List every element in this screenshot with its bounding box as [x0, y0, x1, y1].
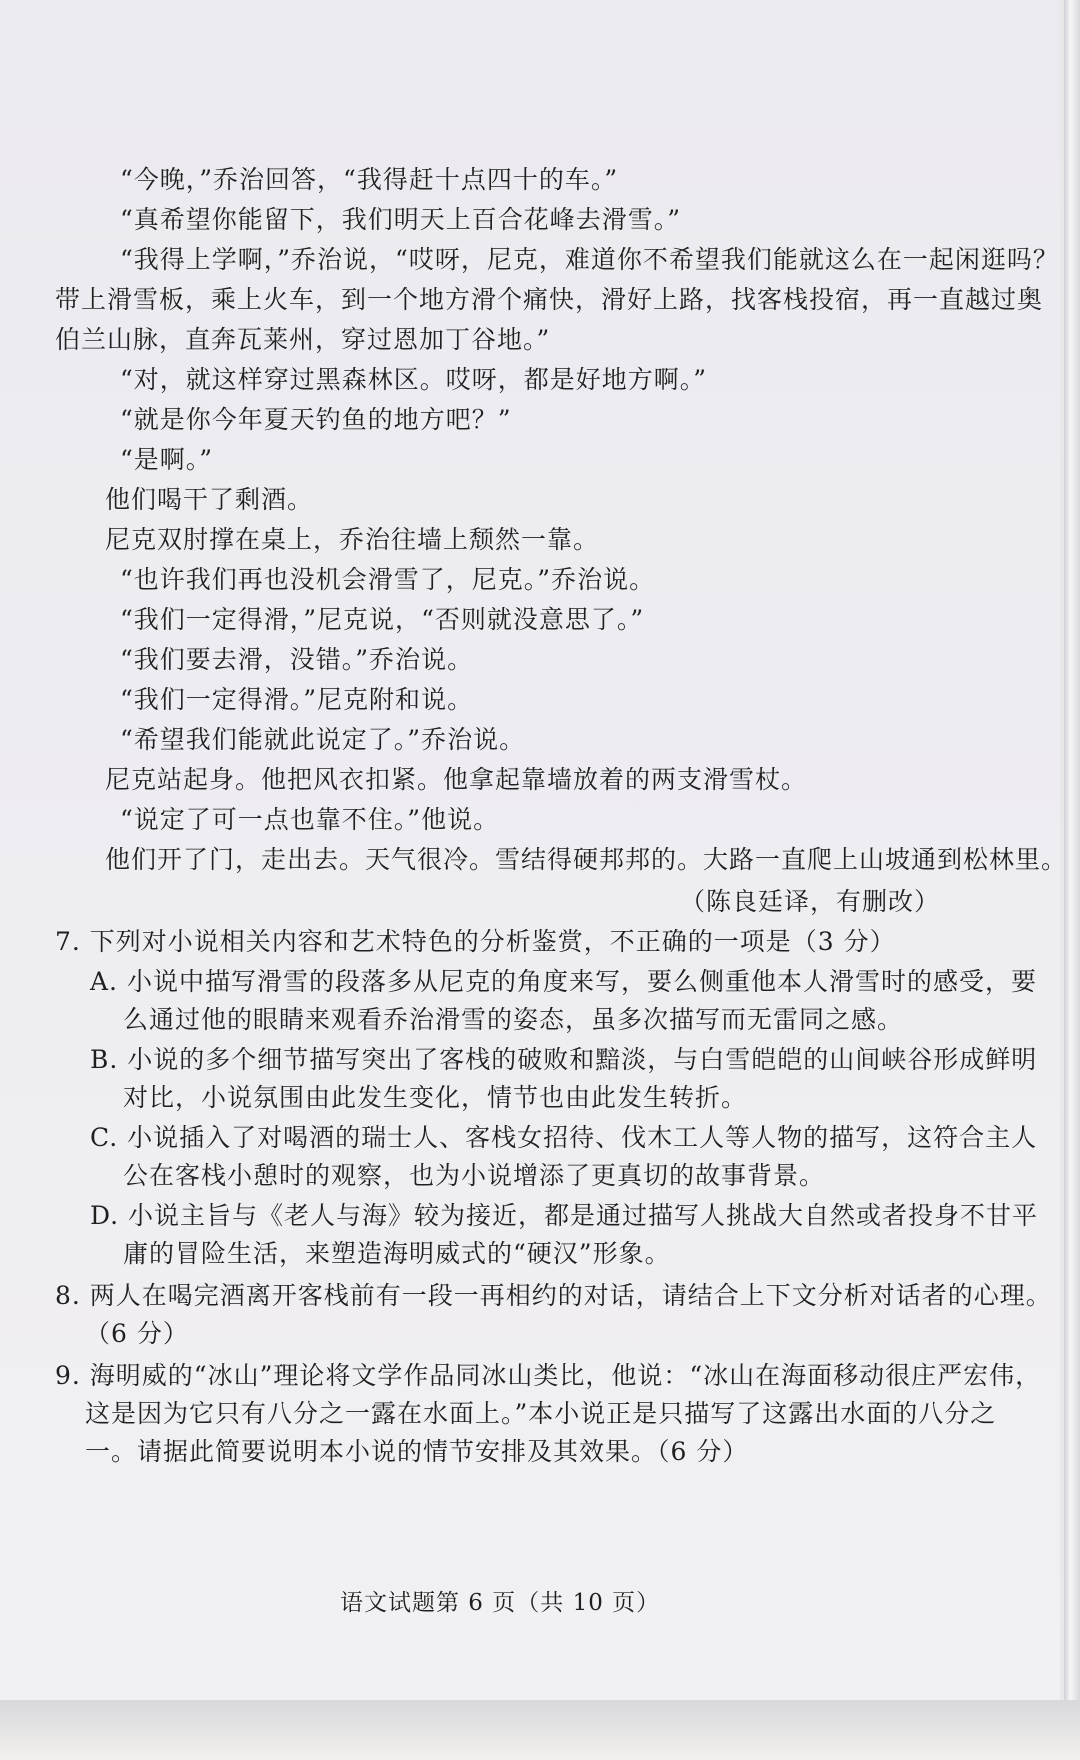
- question-9: 9. 海明威的“冰山”理论将文学作品同冰山类比，他说：“冰山在海面移动很庄严宏伟，: [55, 1361, 1042, 1390]
- story-line: “就是你今年夏天钓鱼的地方吧？”: [120, 405, 512, 434]
- question-9-cont-1: 这是因为它只有八分之一露在水面上。”本小说正是只描写了这露出水面的八分之: [85, 1399, 997, 1428]
- story-line: “我得上学啊，”乔治说，“哎呀，尼克，难道你不希望我们能就这么在一起闲逛吗？: [120, 245, 1059, 274]
- question-7-option-b-cont: 对比，小说氛围由此发生变化，情节也由此发生转折。: [123, 1083, 748, 1112]
- story-line: 他们喝干了剩酒。: [105, 485, 314, 514]
- story-line: 带上滑雪板，乘上火车，到一个地方滑个痛快，滑好上路，找客栈投宿，再一直越过奥: [55, 285, 1044, 314]
- table-surface: [0, 1700, 1080, 1760]
- question-7-option-b: B. 小说的多个细节描写突出了客栈的破败和黯淡，与白雪皑皑的山间峡谷形成鲜明: [90, 1045, 1038, 1074]
- question-7-option-c: C. 小说插入了对喝酒的瑞士人、客栈女招待、伐木工人等人物的描写，这符合主人: [90, 1123, 1038, 1152]
- story-line: “是啊。”: [120, 445, 214, 474]
- translation-source: （陈良廷译，有删改）: [680, 887, 941, 916]
- question-8-cont: （6 分）: [85, 1319, 189, 1348]
- question-7-option-a: A. 小说中描写滑雪的段落多从尼克的角度来写，要么侧重他本人滑雪时的感受，要: [90, 967, 1037, 996]
- question-8: 8. 两人在喝完酒离开客栈前有一段一再相约的对话，请结合上下文分析对话者的心理。: [55, 1281, 1052, 1310]
- story-line: 尼克站起身。他把风衣扣紧。他拿起靠墙放着的两支滑雪杖。: [105, 765, 808, 794]
- story-line: 伯兰山脉，直奔瓦莱州，穿过恩加丁谷地。”: [55, 325, 551, 354]
- story-line: “我们要去滑，没错。”乔治说。: [120, 645, 474, 674]
- page-footer: 语文试题第 6 页（共 10 页）: [340, 1590, 661, 1616]
- story-line: 尼克双肘撑在桌上，乔治往墙上颓然一靠。: [105, 525, 600, 554]
- question-7-option-d-cont: 庸的冒险生活，来塑造海明威式的“硬汉”形象。: [123, 1239, 671, 1268]
- question-7-stem: 7. 下列对小说相关内容和艺术特色的分析鉴赏，不正确的一项是（3 分）: [55, 927, 896, 956]
- question-7-option-a-cont: 么通过他的眼睛来观看乔治滑雪的姿态，虽多次描写而无雷同之感。: [123, 1005, 904, 1034]
- story-line: “我们一定得滑，”尼克说，“否则就没意思了。”: [120, 605, 645, 634]
- question-7-option-c-cont: 公在客栈小憩时的观察，也为小说增添了更真切的故事背景。: [123, 1161, 826, 1190]
- story-line: “我们一定得滑。”尼克附和说。: [120, 685, 474, 714]
- story-line: “对，就这样穿过黑森林区。哎呀，都是好地方啊。”: [120, 365, 708, 394]
- question-9-cont-2: 一。请据此简要说明本小说的情节安排及其效果。（6 分）: [85, 1437, 749, 1466]
- question-7-option-d: D. 小说主旨与《老人与海》较为接近，都是通过描写人挑战大自然或者投身不甘平: [90, 1201, 1039, 1230]
- story-line: 他们开了门，走出去。天气很冷。雪结得硬邦邦的。大路一直爬上山坡通到松林里。: [105, 845, 1068, 874]
- story-line: “说定了可一点也靠不住。”他说。: [120, 805, 500, 834]
- story-line: “也许我们再也没机会滑雪了，尼克。”乔治说。: [120, 565, 656, 594]
- page-edge: [1064, 0, 1080, 1760]
- story-line: “希望我们能就此说定了。”乔治说。: [120, 725, 526, 754]
- story-line: “今晚，”乔治回答，“我得赶十点四十的车。”: [120, 165, 619, 194]
- story-line: “真希望你能留下，我们明天上百合花峰去滑雪。”: [120, 205, 682, 234]
